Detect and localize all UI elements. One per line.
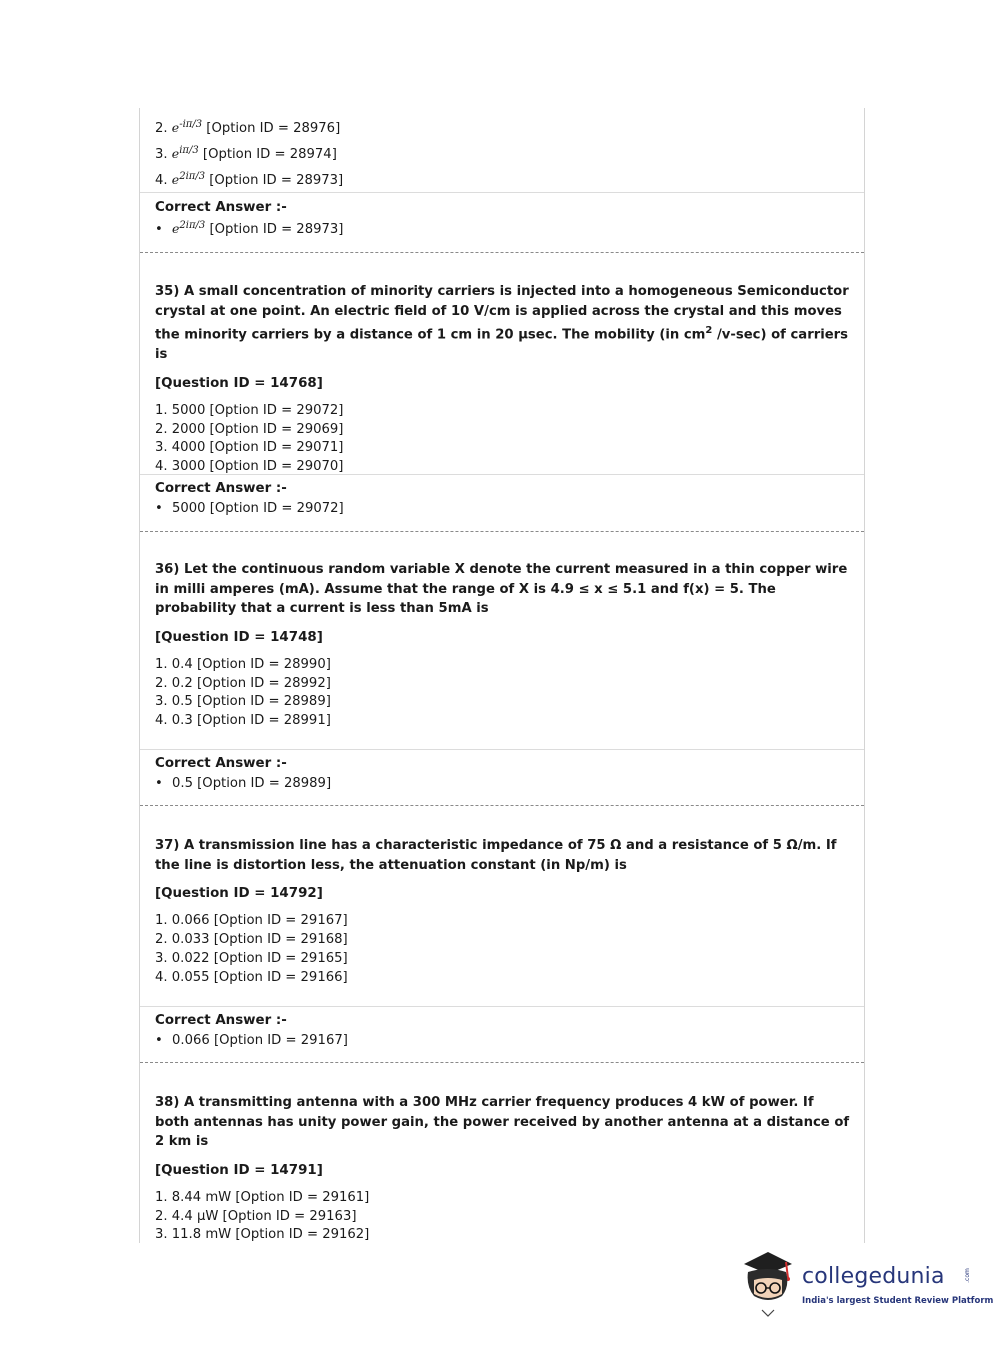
option-item: 1. 8.44 mW [Option ID = 29161] [155, 1189, 370, 1205]
option-item: 1. 0.4 [Option ID = 28990] [155, 656, 331, 672]
question-id: [Question ID = 14768] [155, 375, 323, 391]
logo-tagline: India's largest Student Review Platform [802, 1296, 994, 1306]
option-item: 3. 0.5 [Option ID = 28989] [155, 694, 331, 710]
collegedunia-logo [742, 1250, 994, 1322]
question-id: [Question ID = 14792] [155, 886, 323, 902]
question-text: 36) Let the continuous random variable X denote the current measured in a thin copper wire in milli amperes (mA). Assume that the range of X is 4.9 ≤ x ≤ 5.1 and f(x) = 5. The probability that a current is less than 5mA is [155, 562, 848, 617]
question-text: 35) A small concentration of minority carriers is injected into a homogeneous Semiconductor crystal at one point. An electric field of 10 V/cm is applied across the crystal and this moves the minority carriers by a distance of 1 cm in 20 µsec. The mobility (in $cm^2$ /v-sec) of carriers is [155, 284, 849, 363]
divider [140, 192, 864, 193]
option-item: 4. $e^{2i\pi/3}$ [Option ID = 28973] [155, 170, 344, 189]
divider [140, 749, 864, 750]
correct-answer-label: Correct Answer :- [155, 481, 287, 496]
mascot-icon [742, 1250, 802, 1322]
q35-correct-answer [155, 481, 850, 516]
question-separator [140, 805, 864, 806]
question-paper-page [139, 108, 865, 1243]
option-item: 3. $e^{i\pi/3}$ [Option ID = 28974] [155, 144, 337, 163]
option-item: 4. 3000 [Option ID = 29070] [155, 459, 344, 475]
option-item: 2. 2000 [Option ID = 29069] [155, 421, 344, 437]
correct-answer-value: • 0.066 [Option ID = 29167] [155, 1033, 348, 1048]
question-38 [155, 1093, 850, 1245]
logo-wordmark: collegedunia [802, 1264, 945, 1289]
correct-answer-value: • 0.5 [Option ID = 28989] [155, 776, 332, 791]
question-35 [155, 282, 850, 477]
option-item: 3. 0.022 [Option ID = 29165] [155, 950, 348, 966]
option-list [155, 402, 850, 477]
correct-answer-value: • $e^{2i\pi/3}$ [Option ID = 28973] [155, 220, 344, 238]
option-item: 2. 0.033 [Option ID = 29168] [155, 931, 348, 947]
q36-correct-answer [155, 756, 850, 791]
option-item: 1. 0.066 [Option ID = 29167] [155, 913, 348, 929]
option-item: 2. 0.2 [Option ID = 28992] [155, 675, 331, 691]
divider [140, 474, 864, 475]
question-id: [Question ID = 14748] [155, 629, 323, 645]
option-item: 2. $e^{-i\pi/3}$ [Option ID = 28976] [155, 119, 341, 137]
correct-answer-label: Correct Answer :- [155, 1013, 287, 1028]
question-separator [140, 1062, 864, 1063]
correct-answer-label: Correct Answer :- [155, 200, 287, 215]
question-37 [155, 836, 850, 987]
logo-suffix: .com [963, 1268, 971, 1283]
correct-answer-value: • 5000 [Option ID = 29072] [155, 501, 344, 516]
option-item: 4. 0.055 [Option ID = 29166] [155, 969, 348, 985]
option-item: 4. 0.3 [Option ID = 28991] [155, 713, 331, 729]
option-item: 2. 4.4 µW [Option ID = 29163] [155, 1208, 357, 1224]
question-text: 38) A transmitting antenna with a 300 MHz carrier frequency produces 4 kW of power. If both antennas has unity power gain, the power received by another antenna at a distance of 2 km is [155, 1095, 850, 1150]
option-item: 3. 11.8 mW [Option ID = 29162] [155, 1227, 370, 1243]
question-separator [140, 531, 864, 532]
q37-correct-answer [155, 1013, 850, 1048]
q34-correct-answer [155, 200, 850, 237]
question-separator [140, 252, 864, 253]
option-list [155, 912, 850, 987]
question-text: 37) A transmission line has a characteristic impedance of 75 Ω and a resistance of 5 Ω/m. If the line is distortion less, the attenuation constant (in Np/m) is [155, 838, 837, 873]
divider [140, 1006, 864, 1007]
question-36 [155, 560, 850, 731]
option-list [155, 656, 850, 731]
q34-options [155, 116, 850, 191]
question-id: [Question ID = 14791] [155, 1162, 323, 1178]
option-list [155, 1189, 850, 1245]
option-item: 1. 5000 [Option ID = 29072] [155, 402, 344, 418]
option-item: 3. 4000 [Option ID = 29071] [155, 440, 344, 456]
correct-answer-label: Correct Answer :- [155, 756, 287, 771]
